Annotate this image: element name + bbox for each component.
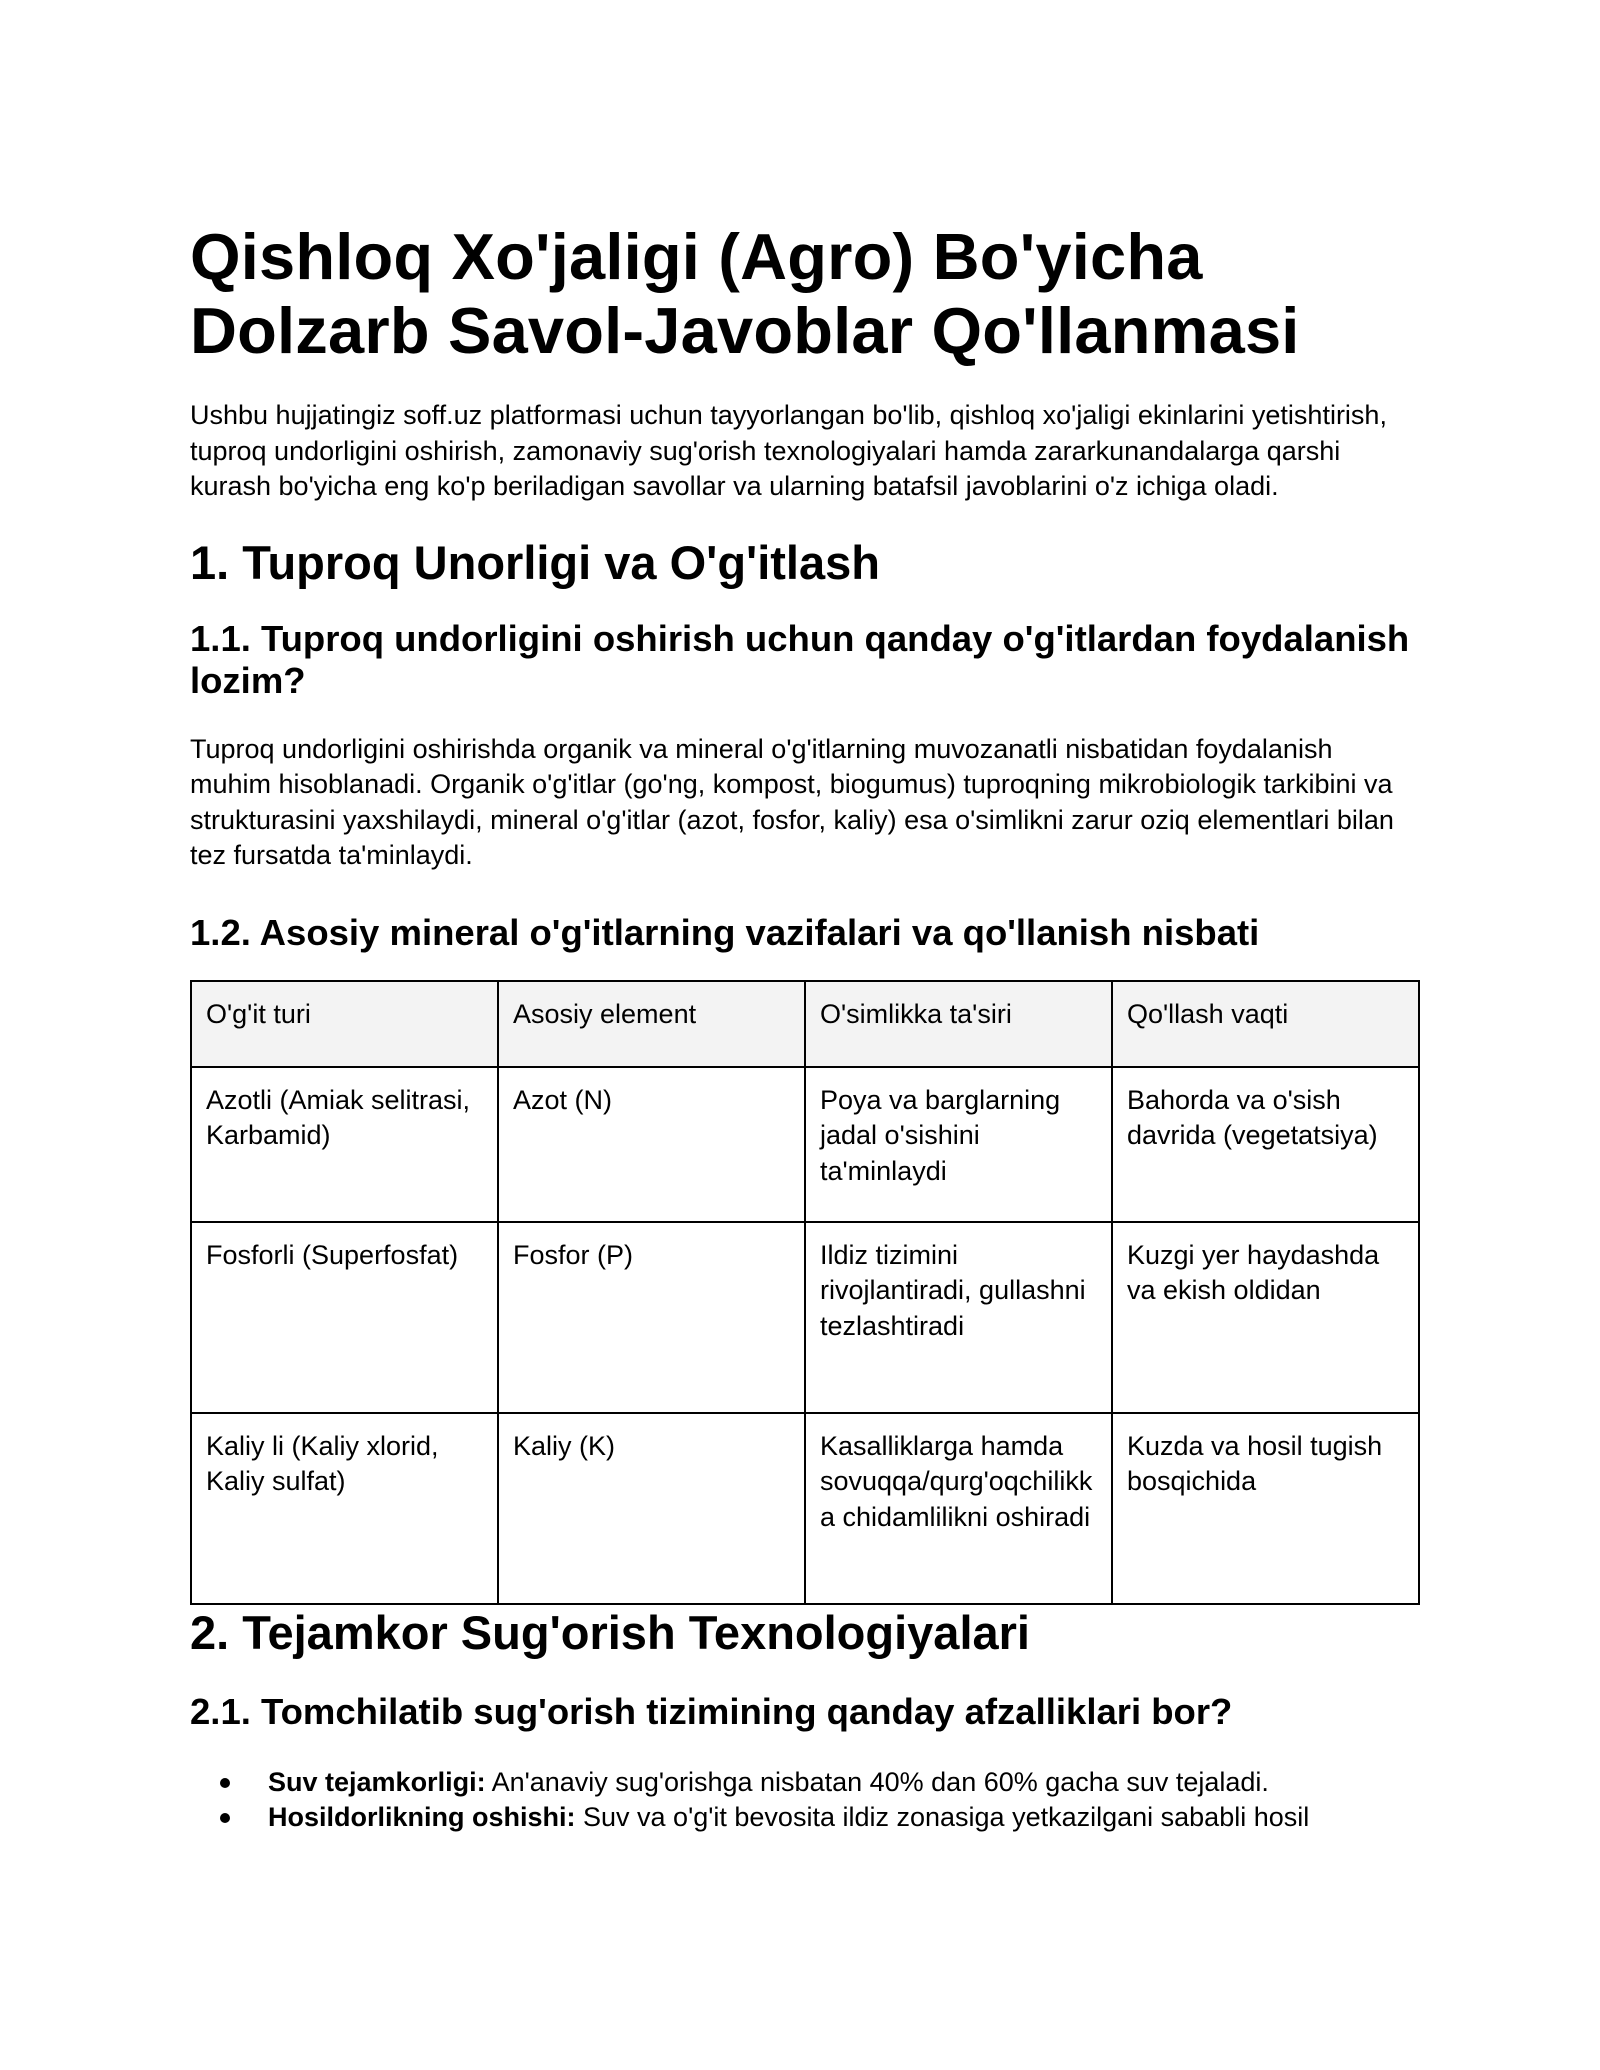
table-cell: Kuzda va hosil tugish bosqichida [1112, 1413, 1419, 1604]
table-cell: Fosforli (Superfosfat) [191, 1222, 498, 1413]
table-cell: Fosfor (P) [498, 1222, 805, 1413]
table-cell: Bahorda va o'sish davrida (vegetatsiya) [1112, 1067, 1419, 1222]
table-header-cell: Asosiy element [498, 981, 805, 1067]
fertilizer-table [190, 980, 1420, 1605]
table-row [191, 1067, 1419, 1222]
list-item [220, 1765, 1420, 1801]
table-header-row [191, 981, 1419, 1067]
list-item-text: An'anaviy sug'orishga nisbatan 40% dan 60% gacha suv tejaladi. [485, 1766, 1269, 1797]
table-header-cell: O'simlikka ta'siri [805, 981, 1112, 1067]
bullet-icon [220, 1778, 230, 1788]
list-item-term: Hosildorlikning oshishi: [268, 1802, 576, 1832]
table-cell: Ildiz tizimini rivojlantiradi, gullashni tezlashtiradi [805, 1222, 1112, 1413]
table-header-cell: Qo'llash vaqti [1112, 981, 1419, 1067]
document-page [190, 220, 1420, 1836]
question-1-1-answer: Tuproq undorligini oshirishda organik va mineral o'g'itlarning muvozanatli nisbatidan foydalanish muhim hisoblanadi. Organik o'g'itlar (go'ng, kompost, biogumus) tuproqning mikrobiologik tarkibini va strukturasini yaxshilaydi, mineral o'g'itlar (azot, fosfor, kaliy) esa o'simlikni zarur oziq elementlari bilan tez fursatda ta'minlaydi. [190, 733, 1394, 870]
table-row [191, 1413, 1419, 1604]
question-1-1-heading: 1.1. Tuproq undorligini oshirish uchun qanday o'g'itlardan foydalanish lozim? [190, 617, 1410, 701]
advantages-list [190, 1765, 1420, 1836]
section-1-heading: 1. Tuproq Unorligi va O'g'itlash [190, 535, 880, 589]
table-cell: Azot (N) [498, 1067, 805, 1222]
table-cell: Kaliy (K) [498, 1413, 805, 1604]
list-item-text: Suv va o'g'it bevosita ildiz zonasiga yetkazilgani sababli hosil [575, 1802, 1310, 1832]
document-title: Qishloq Xo'jaligi (Agro) Bo'yicha Dolzarb Savol-Javoblar Qo'llanmasi [190, 220, 1300, 367]
question-1-2-heading: 1.2. Asosiy mineral o'g'itlarning vazifalari va qo'llanish nisbati [190, 911, 1260, 953]
table-header-cell: O'g'it turi [191, 981, 498, 1067]
question-2-1-heading: 2.1. Tomchilatib sug'orish tizimining qanday afzalliklari bor? [190, 1690, 1233, 1732]
list-item [220, 1800, 1420, 1836]
intro-paragraph: Ushbu hujjatingiz soff.uz platformasi uchun tayyorlangan bo'lib, qishloq xo'jaligi ekinlarini yetishtirish, tuproq undorligini oshirish, zamonaviy sug'orish texnologiyalari hamda zararkunandalarga qarshi kurash bo'yicha eng ko'p beriladigan savollar va ularning batafsil javoblarini o'z ichiga oladi. [190, 400, 1387, 501]
table-cell: Poya va barglarning jadal o'sishini ta'minlaydi [805, 1067, 1112, 1222]
table-cell: Kasalliklarga hamda sovuqqa/qurg'oqchilikka chidamlilikni oshiradi [805, 1413, 1112, 1604]
section-2-heading: 2. Tejamkor Sug'orish Texnologiyalari [190, 1605, 1030, 1659]
table-cell: Azotli (Amiak selitrasi, Karbamid) [191, 1067, 498, 1222]
table-row [191, 1222, 1419, 1413]
table-cell: Kuzgi yer haydashda va ekish oldidan [1112, 1222, 1419, 1413]
table-cell: Kaliy li (Kaliy xlorid, Kaliy sulfat) [191, 1413, 498, 1604]
bullet-icon [220, 1813, 230, 1823]
list-item-term: Suv tejamkorligi: [268, 1766, 486, 1797]
